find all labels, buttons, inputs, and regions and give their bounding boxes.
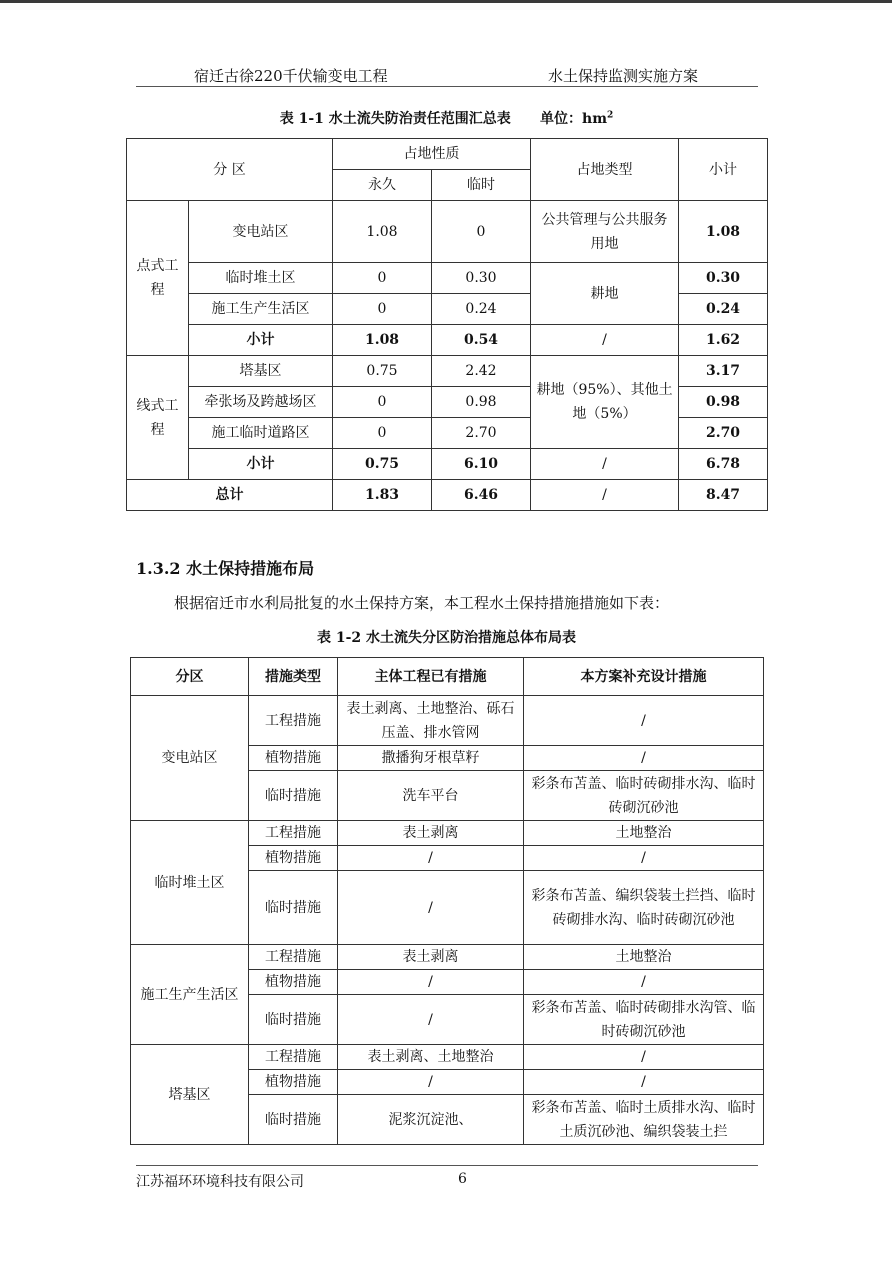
page-header (136, 62, 758, 87)
page-footer (136, 1165, 758, 1190)
land-type-cell: 耕地（95%）、其他土地（5%） (531, 356, 679, 449)
page-number: 6 (458, 1171, 467, 1187)
extra-measure-cell: / (524, 1045, 764, 1070)
zone-cell: 施工临时道路区 (189, 418, 333, 449)
header-extra-measures: 本方案补充设计措施 (524, 658, 764, 696)
land-type-cell: / (531, 449, 679, 480)
land-type-cell: 公共管理与公共服务用地 (531, 201, 679, 263)
zone-cell: 小计 (189, 325, 333, 356)
temporary-cell: 6.10 (432, 449, 531, 480)
permanent-cell: 0 (333, 387, 432, 418)
extra-measure-cell: / (524, 970, 764, 995)
main-measure-cell: 表土剥离 (338, 821, 524, 846)
temporary-cell: 2.42 (432, 356, 531, 387)
measures-layout-table (130, 657, 764, 1145)
extra-measure-cell: / (524, 1070, 764, 1095)
subtotal-cell: 0.30 (679, 263, 768, 294)
body-paragraph: 根据宿迁市水利局批复的水土保持方案，本工程水土保持措施措施如下表： (174, 594, 670, 612)
subtotal-cell: 2.70 (679, 418, 768, 449)
measure-type-cell: 植物措施 (249, 746, 338, 771)
table-row (127, 449, 768, 480)
header-zone: 分区 (131, 658, 249, 696)
permanent-cell: 1.08 (333, 325, 432, 356)
subtotal-cell: 6.78 (679, 449, 768, 480)
zone-cell: 临时堆土区 (189, 263, 333, 294)
temporary-cell: 0.98 (432, 387, 531, 418)
table-row (127, 263, 768, 294)
zone-cell: 变电站区 (131, 696, 249, 821)
subtotal-cell: 8.47 (679, 480, 768, 511)
table-row (131, 696, 764, 746)
measure-type-cell: 工程措施 (249, 696, 338, 746)
main-measure-cell: / (338, 970, 524, 995)
measure-type-cell: 植物措施 (249, 846, 338, 871)
temporary-cell: 6.46 (432, 480, 531, 511)
main-measure-cell: 泥浆沉淀池、 (338, 1095, 524, 1145)
temporary-cell: 0.30 (432, 263, 531, 294)
subtotal-cell: 0.24 (679, 294, 768, 325)
table-row (131, 945, 764, 970)
temporary-cell: 0.54 (432, 325, 531, 356)
land-type-cell: / (531, 480, 679, 511)
zone-cell: 临时堆土区 (131, 821, 249, 945)
measure-type-cell: 临时措施 (249, 771, 338, 821)
footer-company: 江苏福环环境科技有限公司 (136, 1174, 304, 1190)
header-subtotal: 小计 (679, 139, 768, 201)
subtotal-cell: 1.08 (679, 201, 768, 263)
table-row (127, 325, 768, 356)
header-temporary: 临时 (432, 170, 531, 201)
permanent-cell: 1.08 (333, 201, 432, 263)
permanent-cell: 0.75 (333, 449, 432, 480)
table-row (131, 821, 764, 846)
permanent-cell: 0 (333, 263, 432, 294)
group-line-project: 线式工程 (127, 356, 189, 480)
measure-type-cell: 工程措施 (249, 1045, 338, 1070)
extra-measure-cell: / (524, 746, 764, 771)
zone-cell: 施工生产生活区 (131, 945, 249, 1045)
group-point-project: 点式工程 (127, 201, 189, 356)
measure-type-cell: 临时措施 (249, 871, 338, 945)
header-land-type: 占地类型 (531, 139, 679, 201)
main-measure-cell: / (338, 995, 524, 1045)
extra-measure-cell: 彩条布苫盖、编织袋装土拦挡、临时砖砌排水沟、临时砖砌沉砂池 (524, 871, 764, 945)
table1-unit: 单位：hm (540, 111, 608, 127)
header-zone: 分 区 (127, 139, 333, 201)
measure-type-cell: 临时措施 (249, 995, 338, 1045)
main-measure-cell: 撒播狗牙根草籽 (338, 746, 524, 771)
main-measure-cell: / (338, 871, 524, 945)
table1-unit-superscript: 2 (607, 110, 614, 121)
temporary-cell: 2.70 (432, 418, 531, 449)
header-document-title: 水土保持监测实施方案 (548, 67, 699, 85)
main-measure-cell: 表土剥离、土地整治 (338, 1045, 524, 1070)
main-measure-cell: / (338, 1070, 524, 1095)
zone-cell: 小计 (189, 449, 333, 480)
measure-type-cell: 工程措施 (249, 945, 338, 970)
table-header-row (127, 139, 768, 170)
extra-measure-cell: 彩条布苫盖、临时砖砌排水沟、临时砖砌沉砂池 (524, 771, 764, 821)
extra-measure-cell: / (524, 696, 764, 746)
zone-cell: 塔基区 (131, 1045, 249, 1145)
zone-cell: 塔基区 (189, 356, 333, 387)
land-type-cell: / (531, 325, 679, 356)
permanent-cell: 0.75 (333, 356, 432, 387)
zone-cell: 施工生产生活区 (189, 294, 333, 325)
main-measure-cell: / (338, 846, 524, 871)
header-land-nature: 占地性质 (333, 139, 531, 170)
top-border (0, 0, 892, 3)
header-permanent: 永久 (333, 170, 432, 201)
table-row (127, 480, 768, 511)
table-row (131, 1045, 764, 1070)
subtotal-cell: 0.98 (679, 387, 768, 418)
table-header-row (131, 658, 764, 696)
main-measure-cell: 表土剥离 (338, 945, 524, 970)
measure-type-cell: 工程措施 (249, 821, 338, 846)
measure-type-cell: 植物措施 (249, 970, 338, 995)
permanent-cell: 0 (333, 294, 432, 325)
land-type-cell: 耕地 (531, 263, 679, 325)
temporary-cell: 0 (432, 201, 531, 263)
table2-caption: 表 1-2 水土流失分区防治措施总体布局表 (316, 630, 577, 646)
extra-measure-cell: / (524, 846, 764, 871)
subtotal-cell: 1.62 (679, 325, 768, 356)
header-project-name: 宿迁古徐220千伏输变电工程 (194, 67, 388, 85)
zone-cell: 牵张场及跨越场区 (189, 387, 333, 418)
temporary-cell: 0.24 (432, 294, 531, 325)
header-measure-type: 措施类型 (249, 658, 338, 696)
header-main-measures: 主体工程已有措施 (338, 658, 524, 696)
zone-cell: 变电站区 (189, 201, 333, 263)
extra-measure-cell: 土地整治 (524, 821, 764, 846)
measure-type-cell: 临时措施 (249, 1095, 338, 1145)
section-heading: 1.3.2 水土保持措施布局 (136, 559, 315, 578)
table1-caption-title: 表 1-1 水土流失防治责任范围汇总表 (279, 111, 511, 127)
subtotal-cell: 3.17 (679, 356, 768, 387)
extra-measure-cell: 彩条布苫盖、临时砖砌排水沟管、临时砖砌沉砂池 (524, 995, 764, 1045)
responsibility-scope-table (126, 138, 768, 511)
table1-caption (126, 108, 767, 128)
extra-measure-cell: 彩条布苫盖、临时土质排水沟、临时土质沉砂池、编织袋装土拦 (524, 1095, 764, 1145)
zone-cell: 总计 (127, 480, 333, 511)
main-measure-cell: 洗车平台 (338, 771, 524, 821)
main-measure-cell: 表土剥离、土地整治、砾石压盖、排水管网 (338, 696, 524, 746)
extra-measure-cell: 土地整治 (524, 945, 764, 970)
measure-type-cell: 植物措施 (249, 1070, 338, 1095)
table-row (127, 201, 768, 263)
permanent-cell: 0 (333, 418, 432, 449)
table-row (127, 356, 768, 387)
permanent-cell: 1.83 (333, 480, 432, 511)
